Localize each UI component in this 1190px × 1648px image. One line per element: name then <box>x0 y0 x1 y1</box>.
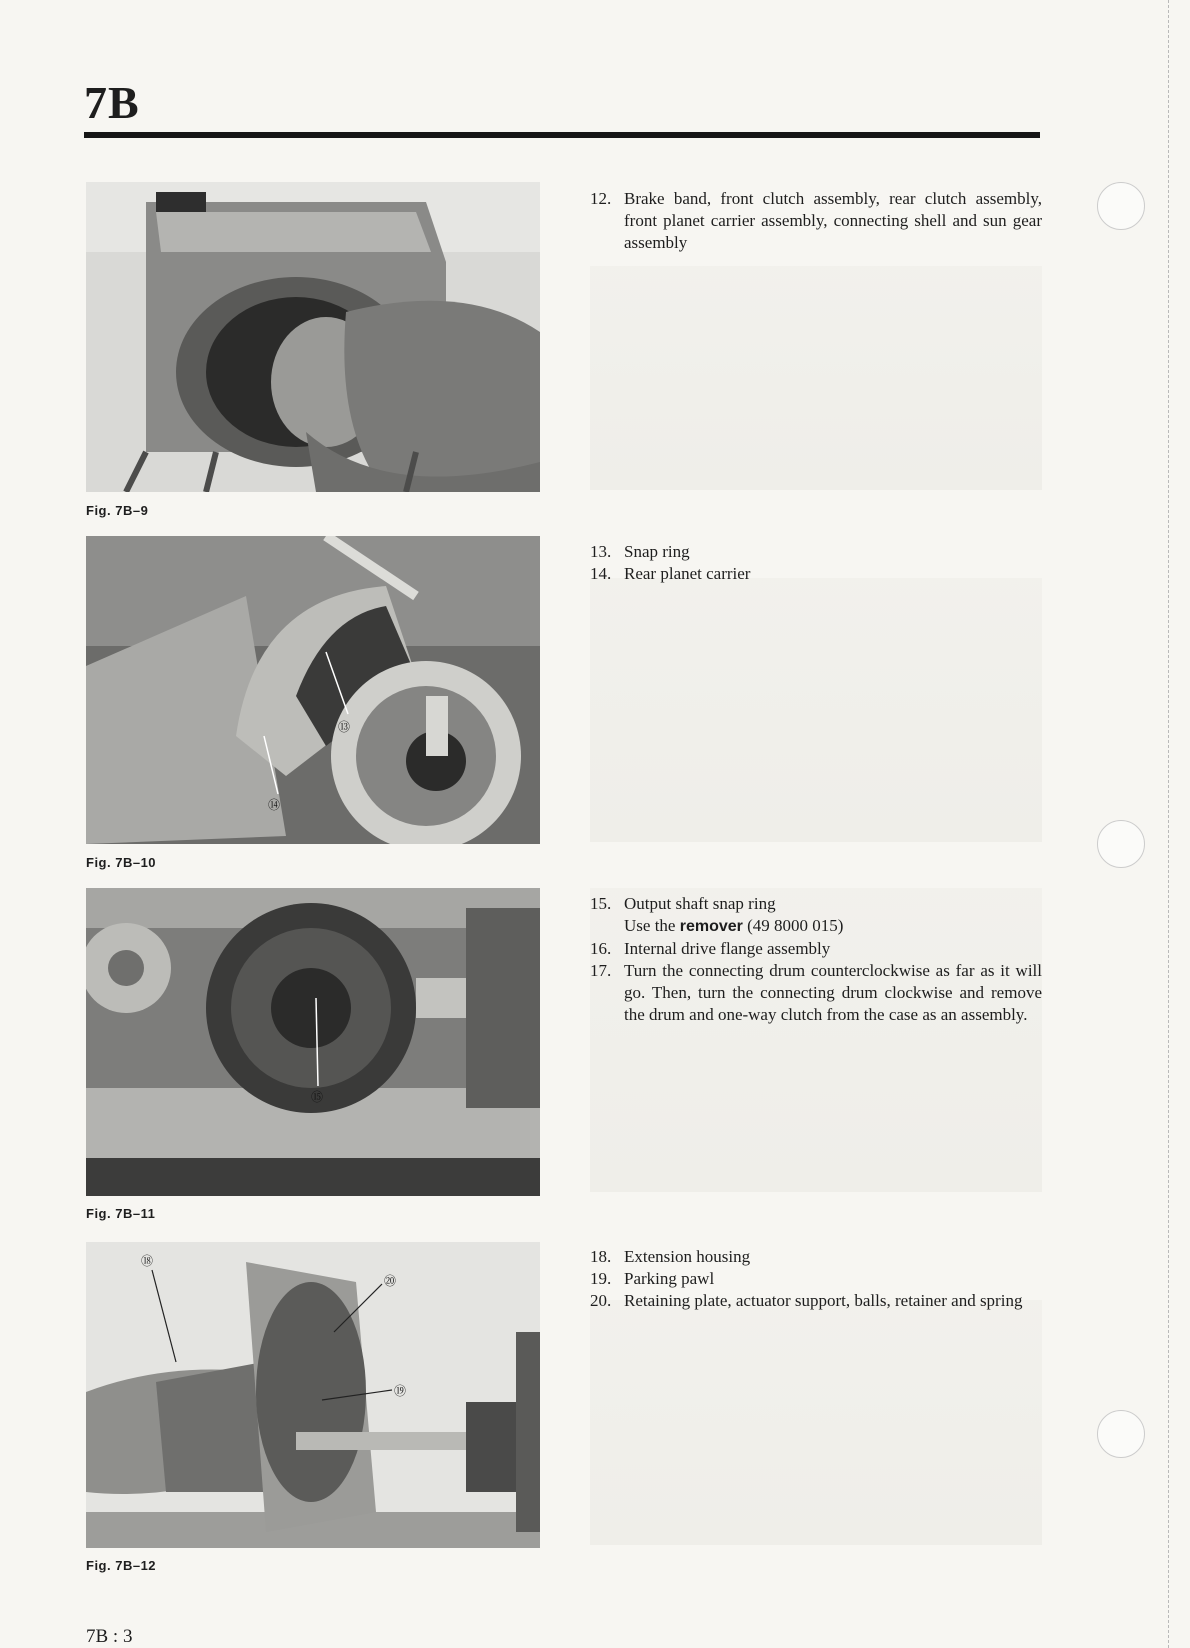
callout-18: ⑱ <box>141 1254 154 1268</box>
list-item <box>590 938 1042 960</box>
step-group-15-17 <box>590 893 1042 1026</box>
step-number: 13. <box>590 542 612 561</box>
binder-hole <box>1097 820 1145 868</box>
step-number: 19. <box>590 1269 612 1288</box>
figure-photo-7b-9 <box>86 182 540 492</box>
figure-photo-7b-12 <box>86 1242 540 1548</box>
step-number: 17. <box>590 961 612 980</box>
tool-number: (49 8000 015) <box>747 916 844 935</box>
list-item <box>590 893 1042 915</box>
step-text: Retaining plate, actuator support, balls, retainer and spring <box>624 1291 1023 1310</box>
header-rule <box>84 132 1040 138</box>
list-item <box>590 1246 1042 1268</box>
callout-19: ⑲ <box>394 1384 407 1398</box>
figure-caption: Fig. 7B–12 <box>86 1558 157 1573</box>
show-through-1 <box>590 266 1042 490</box>
step-text: Brake band, front clutch assembly, rear clutch assembly, front planet carrier assembly, connecting shell and sun gear assembly <box>624 189 1042 252</box>
show-through-2 <box>590 578 1042 842</box>
list-item <box>590 1268 1042 1290</box>
step-number: 14. <box>590 564 612 583</box>
list-item <box>590 1290 1042 1312</box>
list-item <box>590 960 1042 1026</box>
binder-hole <box>1097 1410 1145 1458</box>
step-number: 16. <box>590 939 612 958</box>
figure-caption: Fig. 7B–10 <box>86 855 157 870</box>
step-text: Turn the connecting drum counterclockwise as far as it will go. Then, turn the connecting drum clockwise and remove the drum and one-way clutch from the case as an assembly. <box>624 961 1042 1024</box>
show-through-4 <box>590 1300 1042 1545</box>
step-text: Extension housing <box>624 1247 751 1266</box>
step-text: Output shaft snap ring <box>624 894 776 913</box>
tool-note-prefix: Use the <box>624 916 676 935</box>
tool-name: remover <box>679 918 743 935</box>
figure-caption: Fig. 7B–11 <box>86 1206 156 1221</box>
step-number: 12. <box>590 189 612 208</box>
callout-15: ⑮ <box>311 1090 324 1104</box>
tool-note <box>590 915 1042 938</box>
callout-13: ⑬ <box>338 720 351 734</box>
list-item <box>590 541 1042 563</box>
callout-20: ⑳ <box>384 1274 397 1288</box>
figure-photo-7b-11 <box>86 888 540 1196</box>
page-edge <box>1168 0 1170 1648</box>
step-number: 20. <box>590 1291 612 1310</box>
step-text: Parking pawl <box>624 1269 715 1288</box>
step-number: 18. <box>590 1247 612 1266</box>
step-text: Snap ring <box>624 542 690 561</box>
figure-photo-7b-10 <box>86 536 540 844</box>
section-heading: 7B <box>84 77 140 128</box>
step-number: 15. <box>590 894 612 913</box>
page-number: 7B : 3 <box>86 1626 133 1647</box>
step-group-18-20 <box>590 1246 1042 1312</box>
list-item <box>590 188 1042 254</box>
list-item <box>590 563 1042 585</box>
callout-14: ⑭ <box>268 798 281 812</box>
binder-hole <box>1097 182 1145 230</box>
step-group-13-14 <box>590 541 1042 585</box>
step-text: Rear planet carrier <box>624 564 751 583</box>
figure-caption: Fig. 7B–9 <box>86 503 149 518</box>
step-group-12 <box>590 188 1042 254</box>
step-text: Internal drive flange assembly <box>624 939 831 958</box>
